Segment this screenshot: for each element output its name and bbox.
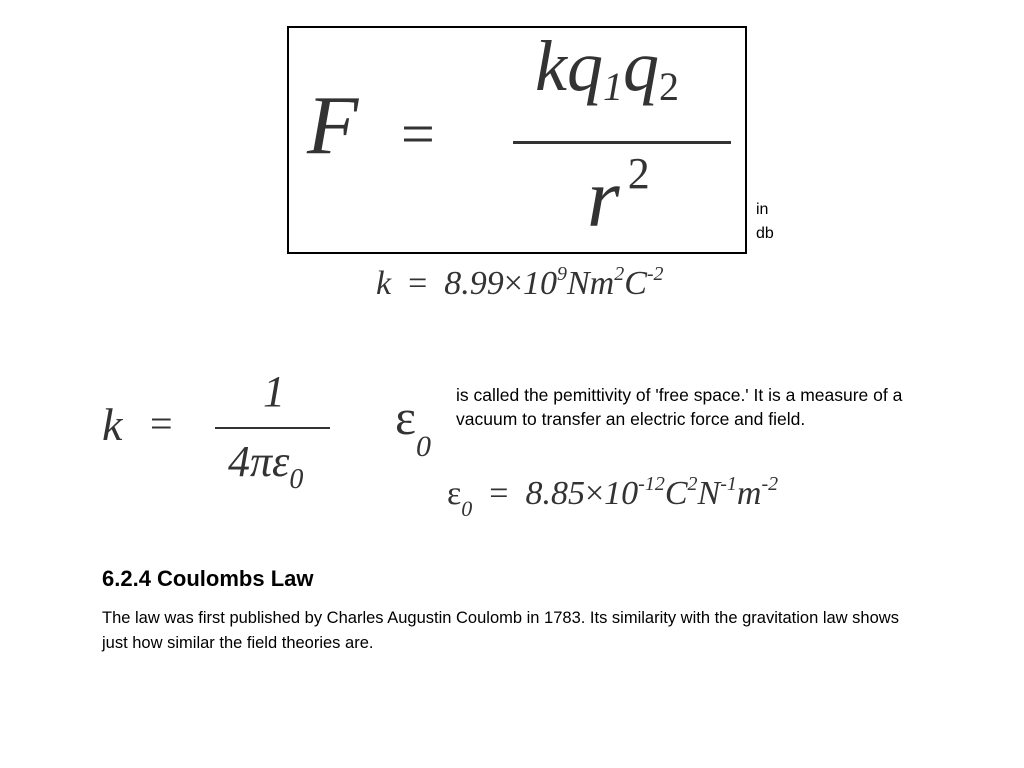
eps-unit-c-exponent: 2 [687,473,698,495]
k-exponent: 9 [556,263,567,285]
numerator-kq: kq [535,26,603,106]
k-constant-value [376,264,664,301]
k-definition-symbol: k [102,399,123,450]
section-heading: 6.2.4 Coulombs Law [102,566,314,591]
eps-value-equals: = [489,475,509,512]
epsilon-zero-symbol [395,389,431,463]
section-body-text: The law was first published by Charles Augustin Coulomb in 1783. Its similarity with the gravitation law shows just how similar the field theories are. [102,609,899,652]
unit-note-line-2: db [756,225,774,242]
numerator-q: q [622,26,659,106]
k-definition-denominator-sub: 0 [289,464,304,495]
k-definition-denominator [228,437,304,495]
eps-unit-c: C [664,475,688,512]
unit-note-line-1: in [756,201,769,218]
eps-value-symbol: ε [447,475,462,512]
formula-fraction-bar [513,141,731,144]
eps-value-sub: 0 [461,496,473,521]
epsilon-symbol: ε [395,389,416,445]
permittivity-description: is called the pemittivity of 'free space.' It is a measure of a vacuum to transfer an electric force and field. [456,385,903,429]
eps-value-exponent: -12 [638,473,665,495]
k-mantissa: 8.99 [444,265,504,302]
epsilon-symbol-sub: 0 [416,430,431,463]
k-definition-denominator-text: 4πε [228,437,290,486]
eps-value-base: 10 [604,475,639,512]
k-unit-c-exponent: -2 [646,263,664,285]
numerator-sub-1: 1 [602,64,623,109]
formula-numerator [535,26,679,109]
eps-unit-m: m [736,475,762,512]
k-definition-fraction-bar [215,427,330,429]
numerator-sub-2: 2 [658,64,679,109]
k-equals: = [408,265,428,302]
formula-equals-sign: = [401,101,435,167]
eps-unit-m-exponent: -2 [761,473,779,495]
k-definition-equals: = [150,401,173,446]
eps-value-mantissa: 8.85 [525,475,585,512]
eps-unit-n-exponent: -1 [720,473,737,495]
formula-force-symbol: F [307,79,359,172]
coulomb-formula-box [287,26,747,254]
denominator-r: r [587,152,620,245]
k-times: × [503,265,523,302]
k-unit-c: C [624,265,647,302]
k-base: 10 [522,265,557,302]
k-unit-nm-exponent: 2 [614,263,625,285]
k-definition-numerator: 1 [263,367,285,416]
k-symbol: k [376,265,392,302]
denominator-exponent: 2 [627,149,650,198]
eps-unit-n: N [697,475,721,512]
epsilon-zero-value [447,474,778,520]
k-unit-nm: Nm [566,265,615,302]
eps-value-times: × [584,475,605,512]
unit-note [756,198,774,246]
formula-denominator [587,149,650,245]
